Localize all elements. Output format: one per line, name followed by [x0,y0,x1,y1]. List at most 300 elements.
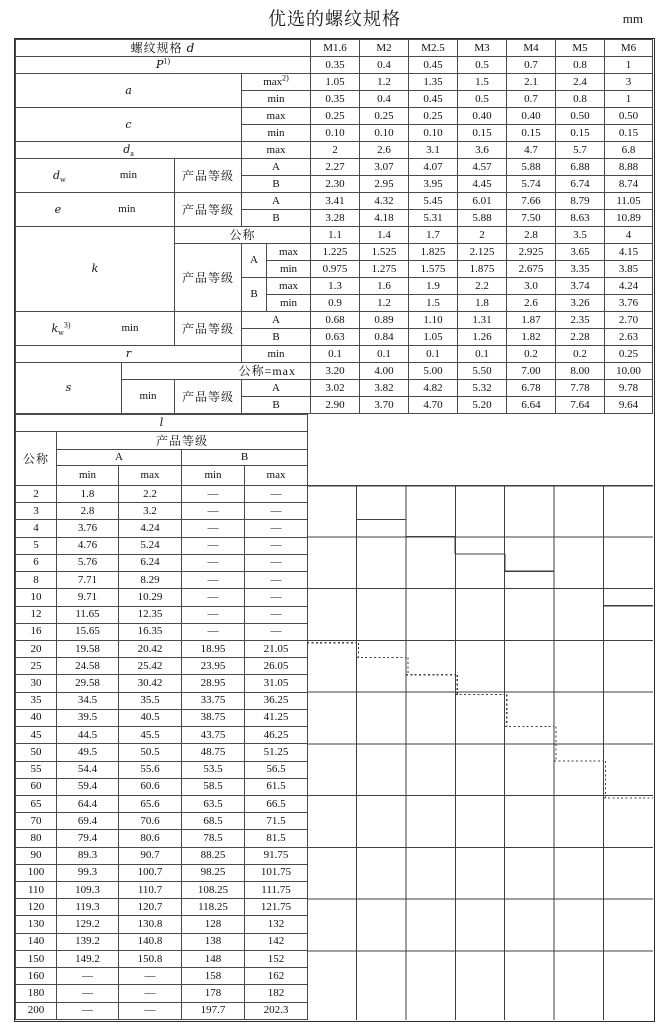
table-cell: 71.5 [245,813,308,830]
table-cell: B [242,329,311,346]
table-cell: 0.15 [605,125,653,142]
table-cell: 58.5 [182,778,245,795]
table-cell: — [119,1002,182,1019]
table-cell: 110 [16,882,57,899]
page-title: 优选的螺纹规格 [268,9,401,29]
table-cell: 158 [182,968,245,985]
table-cell: 4.00 [360,363,409,380]
table-cell: M2.5 [409,40,458,57]
table-cell: 23.95 [182,658,245,675]
table-cell: 44.5 [57,727,119,744]
table-cell: 4.18 [360,210,409,227]
table-cell: 1.05 [409,329,458,346]
table-cell: 0.35 [311,57,360,74]
table-cell: 1.825 [409,244,458,261]
table-cell: 90 [16,847,57,864]
table-cell: 1.26 [458,329,507,346]
table-cell: 1.8 [57,486,119,503]
table-cell: 6.74 [556,176,605,193]
table-cell: 0.8 [556,91,605,108]
table-cell: 4.7 [507,142,556,159]
table-cell: 99.3 [57,864,119,881]
table-cell: 64.4 [57,795,119,812]
table-cell: 21.05 [245,640,308,657]
table-cell: 98.25 [182,864,245,881]
table-cell: 59.4 [57,778,119,795]
table-cell: 0.7 [507,91,556,108]
table-cell: 0.45 [409,91,458,108]
table-cell: — [245,623,308,640]
table-cell: 128 [182,916,245,933]
table-cell: 25.42 [119,658,182,675]
table-cell: 3.76 [605,295,653,312]
table-cell: 8 [16,572,57,589]
table-cell: 160 [16,968,57,985]
table-cell: 1.525 [360,244,409,261]
table-cell: 110.7 [119,882,182,899]
table-cell: 产品等级 [57,432,308,450]
table-cell: A [242,193,311,210]
table-cell: 0.63 [311,329,360,346]
table-cell: — [119,985,182,1002]
table-cell: 产品等级 [175,380,242,414]
table-cell: min [242,91,311,108]
table-cell: 2.675 [507,261,556,278]
table-cell: 140.8 [119,933,182,950]
table-cell: min [57,466,119,486]
table-cell: 4.15 [605,244,653,261]
table-cell: 91.75 [245,847,308,864]
table-cell: 38.75 [182,709,245,726]
table-cell: 0.2 [556,346,605,363]
table-cell: — [182,486,245,503]
table-cell: A [242,244,267,278]
table-cell: 89.3 [57,847,119,864]
table-cell: 10.89 [605,210,653,227]
table-cell: 0.4 [360,57,409,74]
table-cell: 2.28 [556,329,605,346]
table-cell: 4.76 [57,537,119,554]
table-cell: 0.2 [507,346,556,363]
table-cell: 2.125 [458,244,507,261]
table-cell: min [242,346,311,363]
table-cell: 7.00 [507,363,556,380]
table-cell: 7.50 [507,210,556,227]
table-cell: 0.15 [556,125,605,142]
table-cell: 132 [245,916,308,933]
table-cell: 1.875 [458,261,507,278]
table-cell: 10 [16,589,57,606]
table-cell: 产品等级 [175,159,242,193]
table-cell: 1.87 [507,312,556,329]
table-cell: 6.78 [507,380,556,397]
table-cell: 20.42 [119,640,182,657]
table-cell: 2 [311,142,360,159]
table-cell: 5.74 [507,176,556,193]
table-cell: 180 [16,985,57,1002]
table-cell: 40 [16,709,57,726]
table-cell: 4.24 [119,520,182,537]
table-cell: 1.2 [360,74,409,91]
table-cell: 150 [16,950,57,967]
table-cell: 5.76 [57,554,119,571]
table-cell: 3.0 [507,278,556,295]
table-cell: — [245,572,308,589]
table-cell: 78.5 [182,830,245,847]
table-cell: min [267,261,311,278]
table-cell: 3.07 [360,159,409,176]
table-cell: 0.68 [311,312,360,329]
table-cell: M5 [556,40,605,57]
table-cell: — [245,537,308,554]
table-cell: 35.5 [119,692,182,709]
table-cell: 11.05 [605,193,653,210]
table-cell: 15.65 [57,623,119,640]
table-cell: 9.64 [605,397,653,414]
table-cell: 6.01 [458,193,507,210]
table-cell: 产品等级 [175,244,242,312]
table-cell: M4 [507,40,556,57]
table-cell: $\max^{2)}$ [242,74,311,91]
table-cell: max [245,466,308,486]
table-cell: 60.6 [119,778,182,795]
table-cell: 2.925 [507,244,556,261]
table-cell: 49.5 [57,744,119,761]
table-cell: 7.71 [57,572,119,589]
table-cell: 40.5 [119,709,182,726]
table-cell: 7.64 [556,397,605,414]
table-cell: 28.95 [182,675,245,692]
table-cell: 1.3 [311,278,360,295]
table-cell: — [182,554,245,571]
table-cell: 0.40 [507,108,556,125]
table-cell: 3.74 [556,278,605,295]
table-cell: — [182,520,245,537]
table-cell: 152 [245,950,308,967]
table-cell: 0.25 [409,108,458,125]
table-cell: 7.78 [556,380,605,397]
table-cell: 41.25 [245,709,308,726]
table-cell: 109.3 [57,882,119,899]
table-cell: 90.7 [119,847,182,864]
table-cell: 68.5 [182,813,245,830]
table-cell: 3.5 [556,227,605,244]
table-cell: min [267,295,311,312]
table-cell: 142 [245,933,308,950]
table-cell: 0.35 [311,91,360,108]
table-cell: — [245,520,308,537]
table-cell: 5.31 [409,210,458,227]
table-cell: 9.78 [605,380,653,397]
table-cell: 197.7 [182,1002,245,1019]
table-cell: 149.2 [57,950,119,967]
table-cell: 2.90 [311,397,360,414]
table-cell: 80 [16,830,57,847]
table-cell: 2 [458,227,507,244]
table-cell: 1.1 [311,227,360,244]
table-cell: — [182,537,245,554]
table-cell: 2.2 [458,278,507,295]
table-cell: 55 [16,761,57,778]
table-cell: 1.275 [360,261,409,278]
table-cell: 11.65 [57,606,119,623]
table-cell: 1.225 [311,244,360,261]
table-cell: 119.3 [57,899,119,916]
table-cell: 5.88 [507,159,556,176]
table-cell: 10.00 [605,363,653,380]
table-cell: 8.74 [605,176,653,193]
table-cell: 1.5 [458,74,507,91]
table-cell: 1 [605,91,653,108]
table-cell: 0.4 [360,91,409,108]
table-cell: $k_w^{3)}$ min [16,312,175,346]
table-cell: 3.1 [409,142,458,159]
table-cell: 公称 [175,227,311,244]
table-cell: 63.5 [182,795,245,812]
table-cell: 30 [16,675,57,692]
table-cell: 4.32 [360,193,409,210]
length-table [15,414,308,1020]
table-cell: c [16,108,242,142]
table-cell: 8.79 [556,193,605,210]
table-cell: 18.95 [182,640,245,657]
table-cell: a [16,74,242,108]
table-cell: B [242,176,311,193]
table-cell: 120.7 [119,899,182,916]
table-cell: s [16,363,122,414]
table-cell: — [119,968,182,985]
table-cell: B [242,397,311,414]
table-cell: 0.25 [605,346,653,363]
table-cell: 3.2 [119,503,182,520]
table-cell: 25 [16,658,57,675]
table-cell: 3.35 [556,261,605,278]
table-cell: $d_w$ min [16,159,175,193]
table-cell: 0.1 [458,346,507,363]
table-cell: 2.8 [57,503,119,520]
table-cell: max [242,108,311,125]
table-cell: A [242,159,311,176]
table-cell: 3.95 [409,176,458,193]
table-cell: e min [16,193,175,227]
table-frame [14,38,655,1022]
table-cell: 0.8 [556,57,605,74]
table-cell: — [245,503,308,520]
table-cell: 0.975 [311,261,360,278]
table-cell: 0.50 [605,108,653,125]
table-cell: 53.5 [182,761,245,778]
table-cell: 69.4 [57,813,119,830]
table-cell: 2.2 [119,486,182,503]
table-cell: 3.65 [556,244,605,261]
table-cell: 5.32 [458,380,507,397]
table-cell: 39.5 [57,709,119,726]
table-cell: 33.75 [182,692,245,709]
table-cell: 43.75 [182,727,245,744]
table-cell: 5.88 [458,210,507,227]
table-cell: 101.75 [245,864,308,881]
table-cell: 1.9 [409,278,458,295]
table-cell: — [182,606,245,623]
table-cell: 3.20 [311,363,360,380]
table-cell: 24.58 [57,658,119,675]
table-cell: 81.5 [245,830,308,847]
table-cell: 1.10 [409,312,458,329]
table-cell: 2.27 [311,159,360,176]
table-cell: 4 [16,520,57,537]
table-cell: 10.29 [119,589,182,606]
table-cell: 4.57 [458,159,507,176]
table-cell: 70 [16,813,57,830]
table-cell: 139.2 [57,933,119,950]
unit-label: mm [622,11,643,26]
table-cell: 80.6 [119,830,182,847]
table-cell: 30.42 [119,675,182,692]
length-range-grid [307,485,653,1020]
table-cell: 6.88 [556,159,605,176]
table-cell: 1.35 [409,74,458,91]
table-cell: l [16,415,308,432]
table-cell: 129.2 [57,916,119,933]
table-cell: 4.82 [409,380,458,397]
table-cell: 100.7 [119,864,182,881]
table-cell: 200 [16,1002,57,1019]
table-cell: 7.66 [507,193,556,210]
table-cell: — [182,589,245,606]
table-cell: 60 [16,778,57,795]
table-cell: 8.63 [556,210,605,227]
table-cell: 0.5 [458,91,507,108]
table-cell: 138 [182,933,245,950]
table-cell: 0.1 [360,346,409,363]
table-cell: 2.6 [507,295,556,312]
table-cell: 1.05 [311,74,360,91]
table-cell: 0.1 [409,346,458,363]
table-cell: 45 [16,727,57,744]
spec-table [15,39,653,414]
table-cell: 65.6 [119,795,182,812]
table-cell: 5.24 [119,537,182,554]
table-cell: 50 [16,744,57,761]
table-cell: 0.10 [360,125,409,142]
table-cell: 8.29 [119,572,182,589]
table-cell: 2.30 [311,176,360,193]
table-cell: 1.8 [458,295,507,312]
table-cell: 111.75 [245,882,308,899]
table-cell: 4 [605,227,653,244]
table-cell: — [57,1002,119,1019]
table-cell: A [242,312,311,329]
table-cell: 9.71 [57,589,119,606]
table-cell: 130.8 [119,916,182,933]
table-cell: — [245,589,308,606]
table-cell: 19.58 [57,640,119,657]
table-cell: 8.00 [556,363,605,380]
table-cell: 29.58 [57,675,119,692]
table-cell: 182 [245,985,308,1002]
table-cell: min [122,380,175,414]
table-cell: 45.5 [119,727,182,744]
table-cell: 0.89 [360,312,409,329]
table-cell: 产品等级 [175,312,242,346]
table-cell: 0.45 [409,57,458,74]
table-cell: 0.10 [409,125,458,142]
table-cell: 0.15 [507,125,556,142]
table-cell: 12 [16,606,57,623]
table-cell: 3.28 [311,210,360,227]
table-cell: r [16,346,242,363]
table-cell: 0.1 [311,346,360,363]
table-cell: M2 [360,40,409,57]
table-cell: — [182,503,245,520]
table-cell: k [16,227,175,312]
table-cell: 0.25 [360,108,409,125]
table-cell: 4.07 [409,159,458,176]
table-cell: 2.35 [556,312,605,329]
table-cell: 1.6 [360,278,409,295]
table-cell: 1.575 [409,261,458,278]
table-cell: 0.84 [360,329,409,346]
table-cell: 公称 [16,432,57,486]
table-cell: 6.24 [119,554,182,571]
table-cell: 1.5 [409,295,458,312]
table-cell: 5.50 [458,363,507,380]
table-cell: 3.82 [360,380,409,397]
table-cell: 178 [182,985,245,1002]
table-cell: 61.5 [245,778,308,795]
table-cell: 产品等级 [175,193,242,227]
table-cell: — [182,623,245,640]
table-cell: 55.6 [119,761,182,778]
table-cell: 26.05 [245,658,308,675]
table-cell: 140 [16,933,57,950]
table-cell: 3.6 [458,142,507,159]
table-cell: 3.02 [311,380,360,397]
table-cell: — [245,606,308,623]
table-cell: 2.6 [360,142,409,159]
table-cell: 4.70 [409,397,458,414]
table-cell: 35 [16,692,57,709]
table-cell: 108.25 [182,882,245,899]
table-cell: B [242,210,311,227]
table-cell: — [57,985,119,1002]
table-cell: 88.25 [182,847,245,864]
table-cell: 3 [605,74,653,91]
table-cell: 36.25 [245,692,308,709]
table-cell: A [57,450,182,466]
table-cell: — [245,486,308,503]
table-cell: 1.7 [409,227,458,244]
table-cell: min [182,466,245,486]
table-cell: 202.3 [245,1002,308,1019]
table-cell: 130 [16,916,57,933]
table-cell: B [182,450,308,466]
table-cell: B [242,278,267,312]
table-cell: 148 [182,950,245,967]
table-cell: — [182,572,245,589]
table-cell: 0.15 [458,125,507,142]
table-cell: 150.8 [119,950,182,967]
table-cell: 5.7 [556,142,605,159]
table-cell: 4.45 [458,176,507,193]
table-cell: 46.25 [245,727,308,744]
table-cell: 120 [16,899,57,916]
table-cell: 3.70 [360,397,409,414]
table-cell: 1 [605,57,653,74]
table-cell: 0.25 [311,108,360,125]
table-cell: 5.45 [409,193,458,210]
table-cell: 31.05 [245,675,308,692]
